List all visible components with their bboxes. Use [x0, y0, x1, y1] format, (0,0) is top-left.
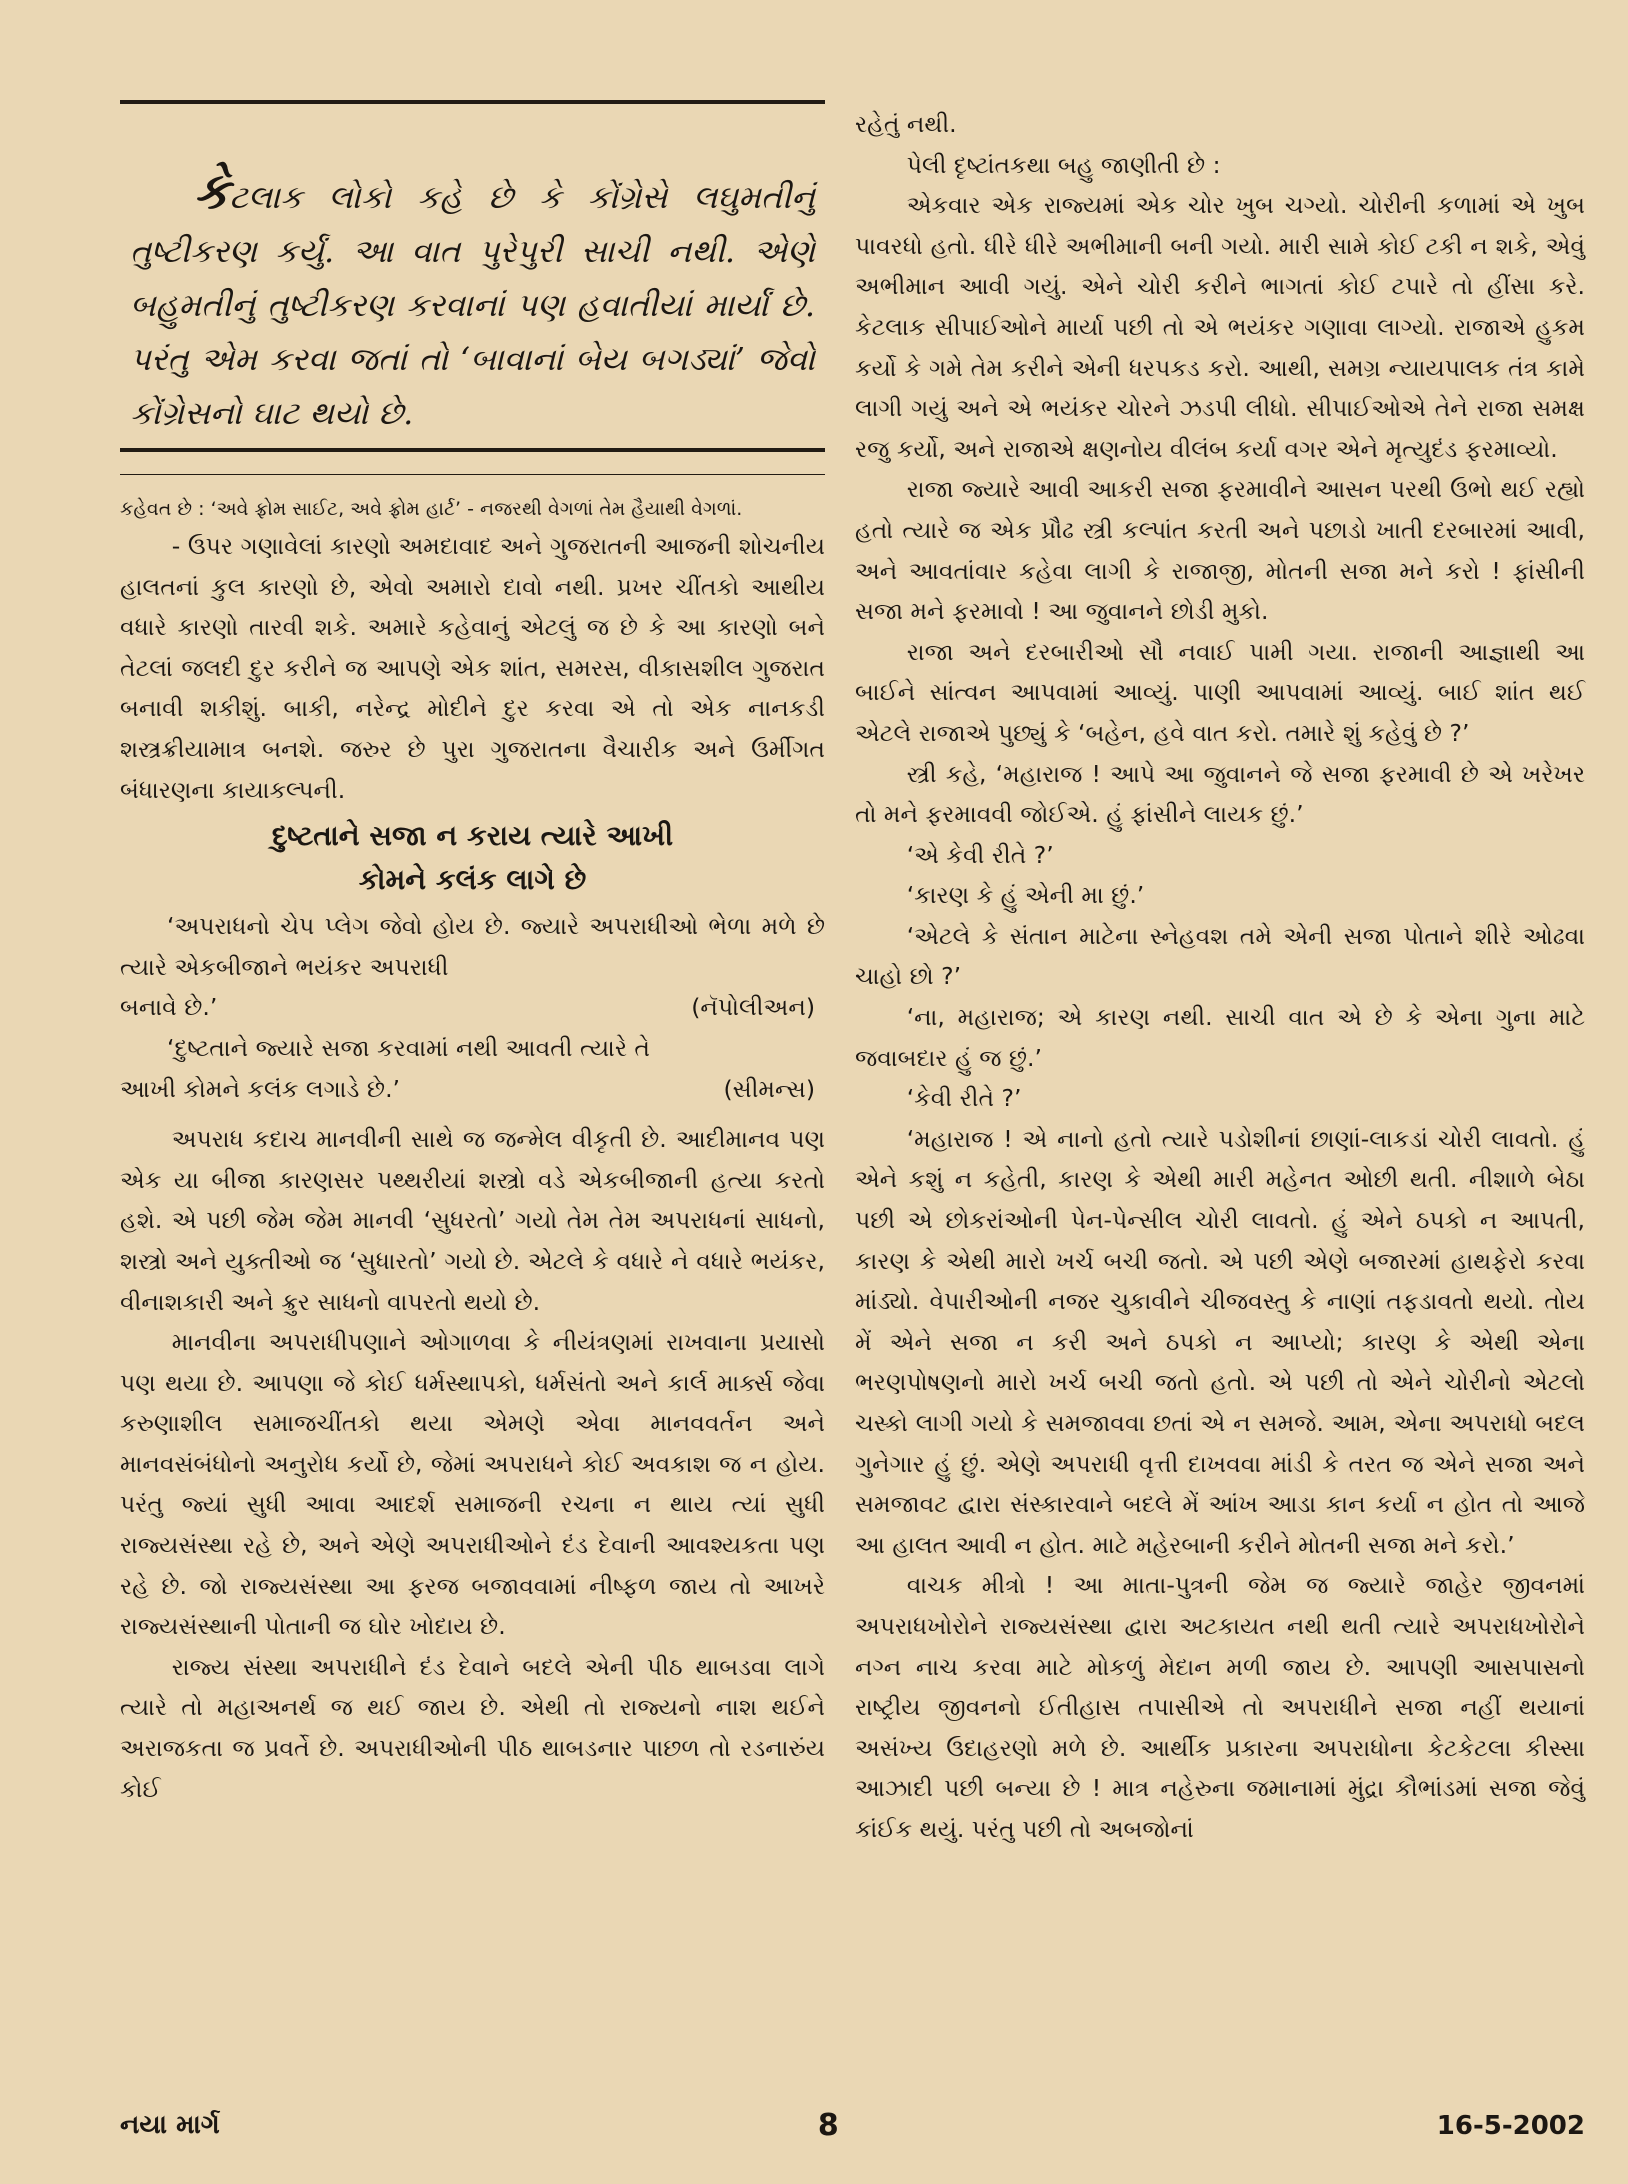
pull-quote [130, 161, 815, 440]
pull-quote-box [120, 104, 825, 440]
paragraph: ‘એ કેવી રીતે ?’ [906, 840, 1054, 869]
issue-date: 16-5-2002 [1436, 2110, 1585, 2141]
paragraph: ‘ના, મહારાજ; એ કારણ નથી. સાચી વાત એ છે કે એના ગુના માટે જવાબદાર હું જ છું.’ [855, 1003, 1585, 1072]
pull-quote-text: ટલાક લોકો કહે છે કે કોંગ્રેસે લઘુમતીનું તુષ્ટીકરણ કર્યું. આ વાત પુરેપુરી સાચી નથી. એણે બહુમતીનું તુષ્ટીકરણ કરવાનાં પણ હવાતીયાં માર્યાં છે. પરંતુ એમ કરવા જતાં તો ‘બાવાનાં બેય બગડ્યાં’ જેવો કોંગ્રેસનો ઘાટ થયો છે. [130, 178, 815, 432]
publication-name: નયા માર્ગ [120, 2110, 220, 2140]
paragraph: રહેતું નથી. [855, 110, 957, 138]
quote-simmons-end [120, 1069, 825, 1110]
paragraph: રાજ્ય સંસ્થા અપરાધીને દંડ દેવાને બદલે એની પીઠ થાબડવા લાગે ત્યારે તો મહાઅનર્થ જ થઈ જાય છે. એથી તો રાજ્યનો નાશ થઈને અરાજકતા જ પ્રવર્તે છે. અપરાધીઓની પીઠ થાબડનાર પાછળ તો રડનારુંય કોઈ [120, 1652, 825, 1803]
paragraph: રાજા અને દરબારીઓ સૌ નવાઈ પામી ગયા. રાજાની આજ્ઞાથી આ બાઈને સાંત્વન આપવામાં આવ્યું. પાણી આપવામાં આવ્યું. બાઈ શાંત થઈ એટલે રાજાએ પુછ્યું કે ‘બહેન, હવે વાત કરો. તમારે શું કહેવું છે ?’ [855, 637, 1585, 747]
paragraph: - ઉપર ગણાવેલાં કારણો અમદાવાદ અને ગુજરાતની આજની શોચનીય હાલતનાં કુલ કારણો છે, એવો અમારો દાવો નથી. પ્રખર ચીંતકો આથીય વધારે કારણો તારવી શકે. અમારે કહેવાનું એટલું જ છે કે આ કારણો બને તેટલાં જલદી દુર કરીને જ આપણે એક શાંત, સમરસ, વીકાસશીલ ગુજરાત બનાવી શકીશું. બાકી, નરેન્દ્ર મોદીને દુર કરવા એ તો એક નાનકડી શસ્ત્રક્રીયામાત્ર બનશે. જરુર છે પુરા ગુજરાતના વૈચારીક અને ઉર્મીગત બંધારણના કાયાકલ્પની. [120, 532, 825, 804]
section-heading-line: કોમને કલંક લાગે છે [358, 863, 587, 897]
paragraph: પેલી દૃષ્ટાંતકથા બહુ જાણીતી છે : [906, 150, 1221, 179]
quote-end-text: આખી કોમને કલંક લગાડે છે.’ [120, 1074, 401, 1103]
quote-napoleon-end [120, 987, 825, 1028]
quote-citation: (સીમન્સ) [723, 1074, 815, 1103]
paragraph: એકવાર એક રાજ્યમાં એક ચોર ખુબ ચગ્યો. ચોરીની કળામાં એ ખુબ પાવરધો હતો. ધીરે ધીરે અભીમાની બની ગયો. મારી સામે કોઈ ટકી ન શકે, એવું અભીમાન આવી ગયું. એને ચોરી કરીને ભાગતાં કોઈ ટપારે તો હીંસા કરે. કેટલાક સીપાઈઓને માર્યા પછી તો એ ભયંકર ગણાવા લાગ્યો. રાજાએ હુકમ કર્યો કે ગમે તેમ કરીને એની ધરપકડ કરો. આથી, સમગ્ર ન્યાયપાલક તંત્ર કામે લાગી ગયું અને એ ભયંકર ચોરને ઝડપી લીધો. સીપાઈઓએ તેને રાજા સમક્ષ રજુ કર્યો, અને રાજાએ ક્ષણનોય વીલંબ કર્યા વગર એને મૃત્યુદંડ ફરમાવ્યો. [855, 191, 1585, 463]
section-heading-line: દુષ્ટતાને સજા ન કરાય ત્યારે આખી [271, 819, 674, 853]
page-footer [120, 2108, 1585, 2143]
quote-citation: (નૅપોલીઅન) [691, 993, 815, 1022]
paragraph: ‘મહારાજ ! એ નાનો હતો ત્યારે પડોશીનાં છાણાં-લાકડાં ચોરી લાવતો. હું એને કશું ન કહેતી, કારણ કે એથી મારી મહેનત ઓછી થતી. નીશાળે બેઠા પછી એ છોકરાંઓની પેન-પેન્સીલ ચોરી લાવતો. હું એને ઠપકો ન આપતી, કારણ કે એથી મારો ખર્ચ બચી જતો. એ પછી એણે બજારમાં હાથફેરો કરવા માંડ્યો. વેપારીઓની નજર ચુકાવીને ચીજવસ્તુ કે નાણાં તફડાવતો થયો. તોય મેં એને સજા ન કરી અને ઠપકો ન આપ્યો; કારણ કે એથી એના ભરણપોષણનો મારો ખર્ચ બચી જતો હતો. એ પછી તો એને ચોરીનો એટલો ચસ્કો લાગી ગયો કે સમજાવવા છતાં એ ન સમજે. આમ, એના અપરાધો બદલ ગુનેગાર હું છું. એણે અપરાધી વૃત્તી દાખવવા માંડી કે તરત જ એને સજા અને સમજાવટ દ્વારા સંસ્કારવાને બદલે મેં આંખ આડા કાન કર્યા ન હોત તો આજે આ હાલત આવી ન હોત. માટે મહેરબાની કરીને મોતની સજા મને કરો.’ [855, 1124, 1585, 1559]
quote-napoleon: ‘અપરાધનો ચેપ પ્લેગ જેવો હોય છે. જ્યારે અપરાધીઓ ભેળા મળે છે ત્યારે એકબીજાને ભયંકર અપરાધી [120, 912, 825, 981]
left-column [120, 100, 825, 1809]
paragraph: અપરાધ કદાચ માનવીની સાથે જ જન્મેલ વીકૃતી છે. આદીમાનવ પણ એક યા બીજા કારણસર પથ્થરીયાં શસ્ત્રો વડે એકબીજાની હત્યા કરતો હશે. એ પછી જેમ જેમ માનવી ‘સુધરતો’ ગયો તેમ તેમ અપરાધનાં સાધનો, શસ્ત્રો અને યુક્તીઓ જ ‘સુધારતો’ ગયો છે. એટલે કે વધારે ને વધારે ભયંકર, વીનાશકારી અને ક્રુર સાધનો વાપરતો થયો છે. [120, 1125, 825, 1316]
intro-paragraph: કહેવત છે : ‘અવે ફ્રોમ સાઈટ, અવે ફ્રોમ હાર્ટ’ - નજરથી વેગળાં તેમ હૈયાથી વેગળાં. [120, 498, 743, 520]
paragraph: સ્ત્રી કહે, ‘મહારાજ ! આપે આ જુવાનને જે સજા ફરમાવી છે એ ખરેખર તો મને ફરમાવવી જોઈએ. હું ફાંસીને લાયક છું.’ [855, 759, 1585, 829]
quote-end-text: બનાવે છે.’ [120, 993, 218, 1022]
pull-quote-bottom-thin-rule [120, 474, 825, 475]
paragraph: વાચક મીત્રો ! આ માતા-પુત્રની જેમ જ જ્યારે જાહેર જીવનમાં અપરાધખોરોને રાજ્યસંસ્થા દ્વારા અટકાયત નથી થતી ત્યારે અપરાધખોરોને નગ્ન નાચ કરવા માટે મોકળું મેદાન મળી જાય છે. આપણી આસપાસનો રાષ્ટ્રીય જીવનનો ઈતીહાસ તપાસીએ તો અપરાધીને સજા નહીં થયાનાં અસંખ્ય ઉદાહરણો મળે છે. આર્થીક પ્રકારના અપરાધોના કેટકેટલા કીસ્સા આઝાદી પછી બન્યા છે ! માત્ર નહેરુના જમાનામાં મુંદ્રા કૌભાંડમાં સજા જેવું કાંઈક થયું. પરંતુ પછી તો અબજોનાં [855, 1571, 1585, 1843]
paragraph: ‘કેવી રીતે ?’ [906, 1084, 1022, 1113]
paragraph: ‘કારણ કે હું એની મા છું.’ [906, 881, 1145, 910]
quote-simmons: ‘દુષ્ટતાને જ્યારે સજા કરવામાં નથી આવતી ત્યારે તે [167, 1033, 651, 1062]
page-number: 8 [817, 2108, 839, 2143]
pull-quote-drop-cap: કે [194, 161, 230, 220]
section-heading [120, 814, 825, 902]
paragraph: રાજા જ્યારે આવી આકરી સજા ફરમાવીને આસન પરથી ઉભો થઈ રહ્યો હતો ત્યારે જ એક પ્રૌઢ સ્ત્રી કલ્પાંત કરતી અને પછાડો ખાતી દરબારમાં આવી, અને આવતાંવાર કહેવા લાગી કે રાજાજી, મોતની સજા મને કરો ! ફાંસીની સજા મને ફરમાવો ! આ જુવાનને છોડી મુકો. [855, 475, 1585, 626]
right-column [855, 104, 1585, 1850]
paragraph: માનવીના અપરાધીપણાને ઓગાળવા કે નીયંત્રણમાં રાખવાના પ્રયાસો પણ થયા છે. આપણા જે કોઈ ધર્મસ્થાપકો, ધર્મસંતો અને કાર્લ માર્ક્સ જેવા કરુણાશીલ સમાજચીંતકો થયા એમણે એવા માનવવર્તન અને માનવસંબંધોનો અનુરોધ કર્યો છે, જેમાં અપરાધને કોઈ અવકાશ જ ન હોય. પરંતુ જ્યાં સુધી આવા આદર્શ સમાજની રચના ન થાય ત્યાં સુધી રાજ્યસંસ્થા રહે છે, અને એણે અપરાધીઓને દંડ દેવાની આવશ્યકતા પણ રહે છે. જો રાજ્યસંસ્થા આ ફરજ બજાવવામાં નીષ્ફળ જાય તો આખરે રાજ્યસંસ્થાની પોતાની જ ઘોર ખોદાય છે. [120, 1328, 825, 1641]
pull-quote-bottom-rule [120, 448, 825, 452]
paragraph: ‘એટલે કે સંતાન માટેના સ્નેહવશ તમે એની સજા પોતાને શીરે ઓઢવા ચાહો છો ?’ [855, 921, 1585, 991]
